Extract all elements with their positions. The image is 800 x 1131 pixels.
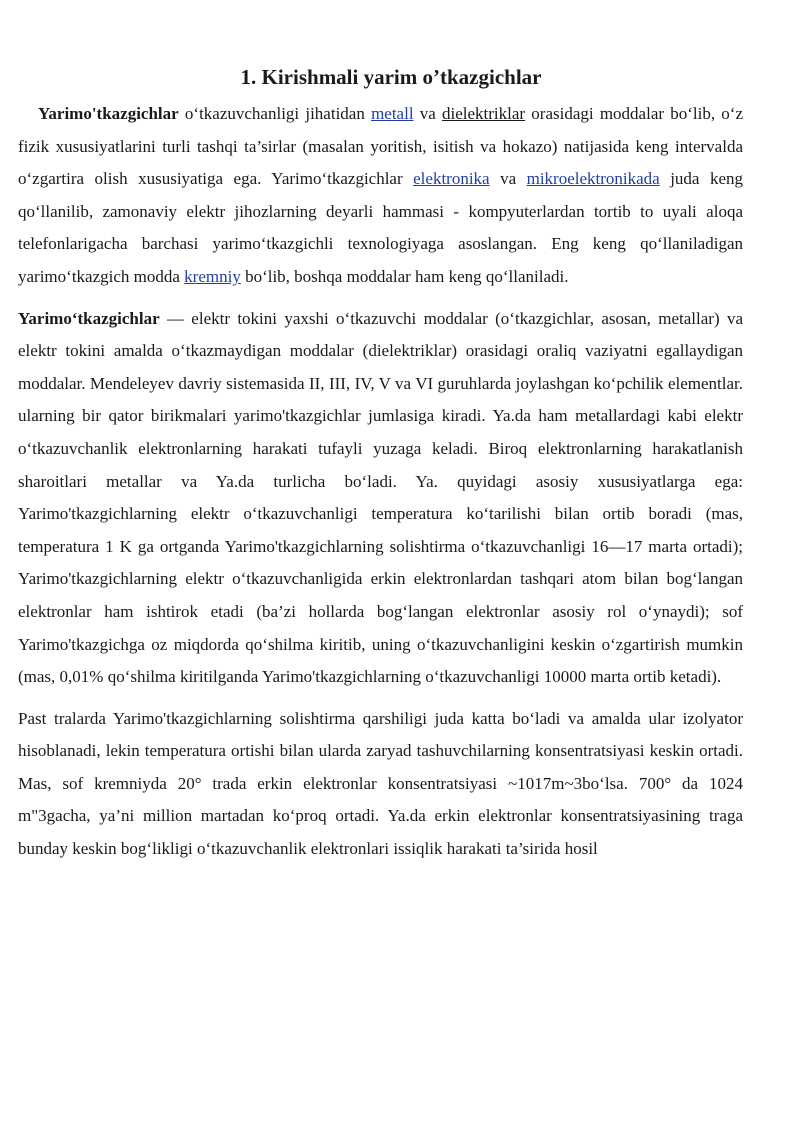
link-mikroelektronika[interactable]: mikroelektronikada	[526, 169, 660, 189]
link-dielektriklar[interactable]: dielektriklar	[442, 104, 526, 123]
paragraph-intro	[18, 98, 743, 294]
link-elektronika[interactable]: elektronika	[413, 169, 490, 189]
text-run: orasidagi moddalar bo‘lib, o‘z fizik xususiyatlarini turli tashqi ta’sirlar (masalan yoritish, isitish va hokazo) natijasida keng intervalda o‘zgartira olish xususiyatiga ega. Yarimo‘tkazgichlar	[18, 104, 744, 189]
text-run: Past tralarda Yarimo'tkazgichlarning solishtirma qarshiligi juda katta bo‘ladi va amalda ular izolyator hisoblanadi, lekin temperatura ortishi bilan ularda zaryad tashuvchilarning konsentratsiyasi keskin ortadi. Mas, sof kremniyda 20° trada erkin elektronlar konsentratsiyasi ~1017m~3bo‘lsa. 700° da 1024 m"3gacha, ya’ni million martadan ko‘proq ortadi. Ya.da erkin elektronlar konsentratsiyasining traga bunday keskin bog‘likligi o‘tkazuvchanlik elektronlari issiqlik harakati ta’sirida hosil	[18, 708, 743, 859]
text-run: juda keng qo‘llanilib, zamonaviy elektr jihozlarning deyarli hammasi - kompyuterlardan tortib to uyali aloqa telefonlarigacha barchasi yarimo‘tkazgichli texnologiyaga asoslangan. Eng keng qo‘llaniladigan yarimo‘tkazgich modda	[18, 169, 744, 286]
text-run: o‘tkazuvchanligi jihatidan	[178, 104, 372, 123]
paragraph-temperature	[18, 703, 743, 866]
link-kremniy[interactable]: kremniy	[184, 266, 241, 286]
term-bold: Yarimo‘tkazgichlar	[18, 308, 160, 328]
text-run: — elektr tokini yaxshi o‘tkazuvchi moddalar (o‘tkazgichlar, asosan, metallar) va elektr tokini amalda o‘tkazmaydigan moddalar (dielektriklar) orasidagi oraliq vaziyatni egallaydigan moddalar. Mendeleyev davriy sistemasida II, III, IV, V va VI guruhlarda joylashgan ko‘pchilik elementlar. ularning bir qator birikmalari yarimo'tkazgichlar jumlasiga kiradi. Ya.da ham metallardagi kabi elektr o‘tkazuvchanlik elektronlarning harakati tufayli yuzaga keladi. Biroq elektronlarning harakatlanish sharoitlari metallar va Ya.da turlicha bo‘ladi. Ya. quyidagi asosiy xususiyatlarga ega: Yarimo'tkazgichlarning elektr o‘tkazuvchanligi temperatura ko‘tarilishi bilan ortib boradi (mas, temperatura 1 K ga ortganda Yarimo'tkazgichlarning solishtirma o‘tkazuvchanligi 16—17 marta ortadi); Yarimo'tkazgichlarning elektr o‘tkazuvchanligida erkin elektronlardan tashqari atom bilan bog‘langan elektronlar ham ishtirok etadi (ba’zi hollarda bog‘langan elektronlar asosiy rol o‘ynaydi); sof Yarimo'tkazgichga oz miqdorda qo‘shilma kiritib, uning o‘tkazuvchanligini keskin o‘zgartirish mumkin (mas, 0,01% qo‘shilma kiritilganda Yarimo'tkazgichlarning o‘tkazuvchanligi 10000 marta ortib ketadi).	[18, 308, 743, 687]
link-metall[interactable]: metall	[371, 104, 414, 123]
term-bold: Yarimo'tkazgichlar	[38, 104, 179, 123]
page-title: 1. Kirishmali yarim o’tkazgichlar	[240, 65, 542, 89]
text-run: va	[489, 169, 527, 189]
text-run: va	[413, 104, 443, 123]
paragraph-definition	[18, 303, 743, 694]
text-run: bo‘lib, boshqa moddalar ham keng qo‘llaniladi.	[240, 266, 569, 286]
